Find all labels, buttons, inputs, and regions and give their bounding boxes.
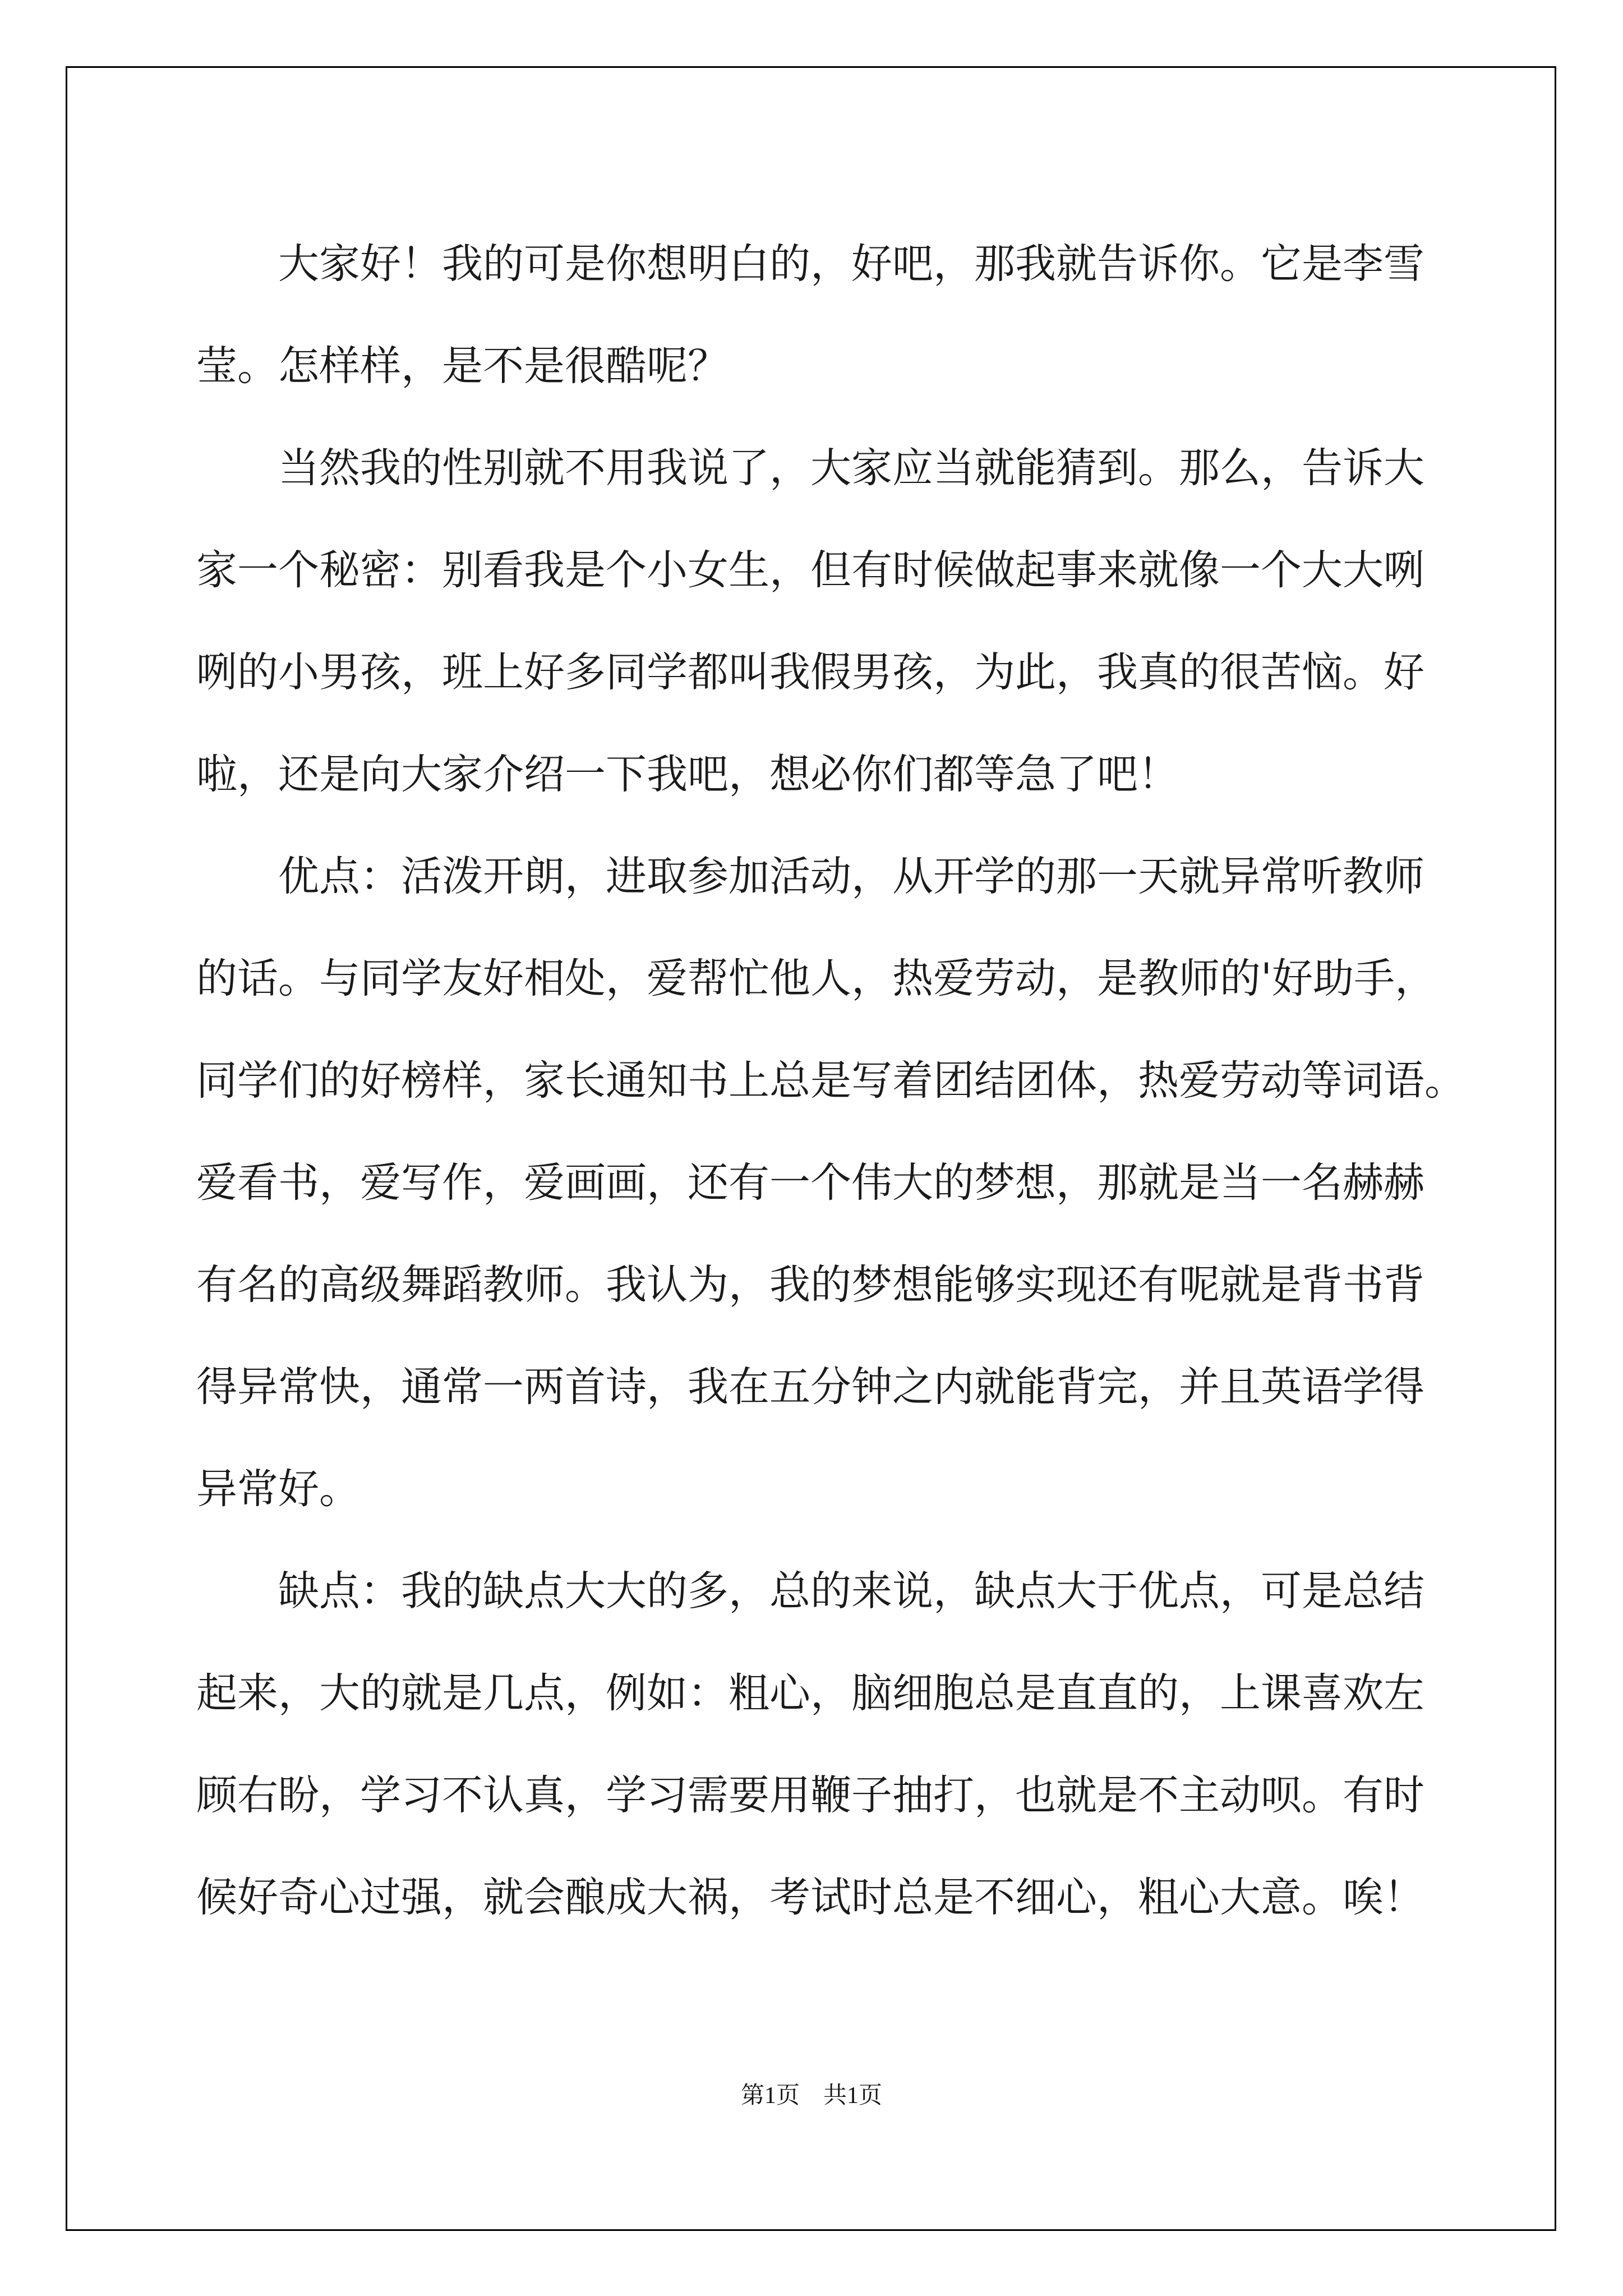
text-line: 当然我的性别就不用我说了，大家应当就能猜到。那么，告诉大 [278, 444, 1424, 492]
text-line: 有名的高级舞蹈教师。我认为，我的梦想能够实现还有呢就是背书背 [196, 1261, 1424, 1309]
text-line: 缺点：我的缺点大大的多，总的来说，缺点大于优点，可是总结 [278, 1567, 1424, 1615]
text-line: 起来，大的就是几点，例如：粗心，脑细胞总是直直的，上课喜欢左 [196, 1669, 1424, 1717]
text-line: 同学们的好榜样，家长通知书上总是写着团结团体，热爱劳动等词语。 [196, 1057, 1465, 1105]
text-line: 大家好！我的可是你想明白的，好吧，那我就告诉你。它是李雪 [278, 240, 1424, 288]
text-line: 优点：活泼开朗，进取参加活动，从开学的那一天就异常听教师 [278, 853, 1424, 900]
text-line: 咧的小男孩，班上好多同学都叫我假男孩，为此，我真的很苦恼。好 [196, 648, 1424, 696]
text-line: 爱看书，爱写作，爱画画，还有一个伟大的梦想，那就是当一名赫赫 [196, 1159, 1424, 1207]
text-line: 候好奇心过强，就会酿成大祸，考试时总是不细心，粗心大意。唉！ [196, 1874, 1424, 1921]
text-line: 顾右盼，学习不认真，学习需要用鞭子抽打，也就是不主动呗。有时 [196, 1772, 1424, 1819]
text-line: 家一个秘密：别看我是个小女生，但有时候做起事来就像一个大大咧 [196, 546, 1424, 594]
text-line: 莹。怎样样，是不是很酷呢？ [196, 342, 728, 390]
text-line: 的话。与同学友好相处，爱帮忙他人，热爱劳动，是教师的'好助手， [196, 955, 1436, 1002]
text-line: 异常好。 [196, 1465, 360, 1513]
document-body [196, 213, 1465, 1949]
page-number-footer: 第1页 共1页 [740, 2083, 882, 2109]
text-line: 得异常快，通常一两首诗，我在五分钟之内就能背完，并且英语学得 [196, 1363, 1424, 1411]
text-line: 啦，还是向大家介绍一下我吧，想必你们都等急了吧！ [196, 751, 1179, 798]
